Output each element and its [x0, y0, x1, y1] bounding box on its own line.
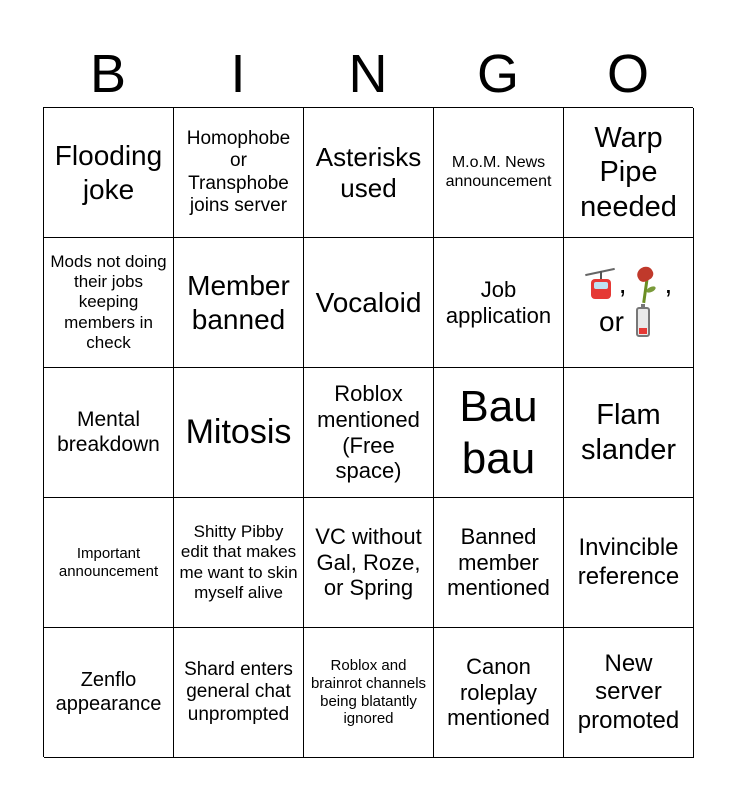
bingo-cell[interactable] [564, 108, 694, 238]
low-battery-icon [628, 303, 658, 341]
header-letter-i: I [230, 44, 246, 104]
bingo-cell[interactable] [174, 368, 304, 498]
bingo-cell[interactable] [434, 368, 564, 498]
cell-text: Roblox mentioned (Free space) [317, 380, 420, 484]
separator-comma: , [618, 267, 627, 299]
cell-text: Mods not doing their jobs keeping members in check [50, 252, 167, 352]
bingo-cell[interactable] [174, 238, 304, 368]
separator-or: or [599, 305, 624, 337]
bingo-cell[interactable] [44, 368, 174, 498]
bingo-cell[interactable] [564, 368, 694, 498]
bingo-cell[interactable] [434, 628, 564, 758]
cell-text: Bau bau [459, 381, 538, 483]
cell-text: Roblox and brainrot channels being blatantly ignored [310, 657, 427, 728]
bingo-cell-free-space[interactable] [304, 368, 434, 498]
bingo-cell[interactable] [304, 498, 434, 628]
cell-text: Flooding joke [54, 140, 163, 205]
bingo-cell[interactable] [44, 498, 174, 628]
cell-text: Shitty Pibby edit that makes me want to skin myself alive [179, 522, 298, 602]
cell-text: Zenflo appearance [55, 668, 162, 715]
header-letter-n: N [348, 44, 388, 104]
cell-text: Mitosis [185, 413, 292, 452]
cell-text: Canon roleplay mentioned [447, 653, 550, 731]
bingo-cell[interactable] [304, 108, 434, 238]
header-letter-b: B [89, 44, 127, 104]
bingo-cell[interactable] [44, 108, 174, 238]
bingo-cell[interactable] [564, 628, 694, 758]
cell-text: Asterisks used [315, 141, 422, 203]
bingo-cell[interactable] [174, 498, 304, 628]
bingo-cell[interactable] [44, 238, 174, 368]
bingo-cell[interactable] [304, 238, 434, 368]
cell-text: Mental breakdown [57, 407, 160, 456]
cell-text: Shard enters general chat unprompted [184, 658, 293, 725]
bingo-header [43, 40, 693, 108]
cell-text: M.o.M. News announcement [445, 153, 552, 190]
cell-text: Flam slander [580, 399, 677, 466]
cell-text: Invincible reference [577, 534, 680, 590]
cell-text: Banned member mentioned [447, 523, 550, 601]
bingo-cell[interactable] [434, 498, 564, 628]
cell-text: Homophobe or Transphobe joins server [186, 127, 291, 216]
bingo-cell[interactable] [174, 108, 304, 238]
wilted-flower-icon [631, 265, 661, 303]
header-letter-o: O [606, 44, 649, 104]
header-letter-g: G [476, 44, 519, 104]
cell-text: Member banned [187, 270, 290, 335]
bingo-card [43, 107, 693, 757]
cell-text: Job application [445, 276, 552, 328]
cell-text: VC without Gal, Roze, or Spring [315, 523, 422, 601]
bingo-cell[interactable] [304, 628, 434, 758]
cell-text: New server promoted [577, 650, 680, 734]
aerial-tramway-icon [585, 265, 615, 303]
separator-comma: , [664, 267, 673, 299]
bingo-cell[interactable] [434, 238, 564, 368]
bingo-cell-emoji[interactable] [564, 238, 694, 368]
cell-text: Warp Pipe needed [580, 122, 677, 223]
cell-text: Important announcement [58, 544, 159, 580]
bingo-cell[interactable] [174, 628, 304, 758]
bingo-cell[interactable] [434, 108, 564, 238]
bingo-cell[interactable] [44, 628, 174, 758]
bingo-cell[interactable] [564, 498, 694, 628]
cell-text: Vocaloid [315, 286, 422, 318]
